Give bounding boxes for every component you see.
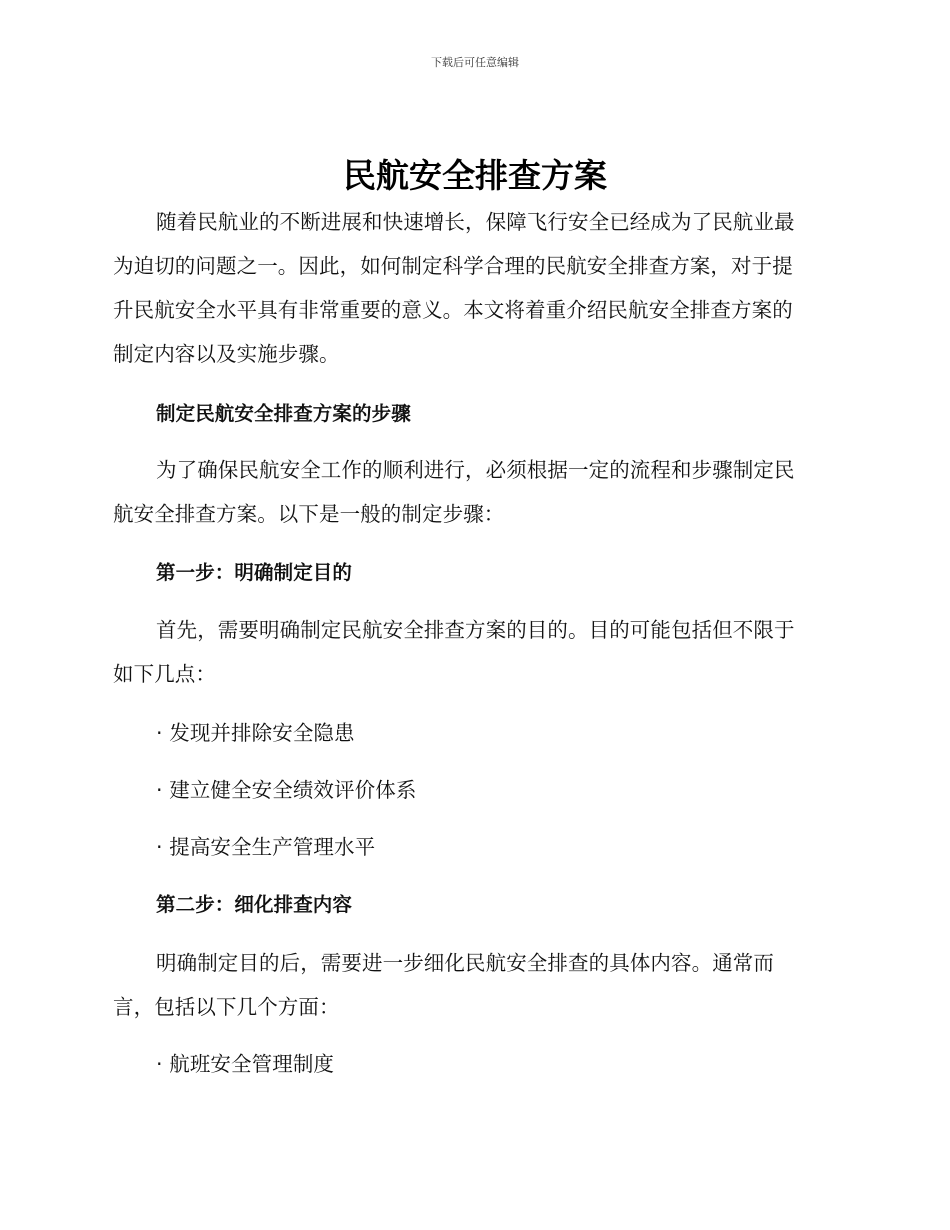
step1-heading: 第一步：明确制定目的 (156, 561, 353, 584)
intro-line: 为迫切的问题之一。因此，如何制定科学合理的民航安全排查方案，对于提 (113, 254, 793, 278)
intro-line: 升民航安全水平具有非常重要的意义。本文将着重介绍民航安全排查方案的 (113, 298, 793, 322)
section-para-line: 航安全排查方案。以下是一般的制定步骤： (113, 502, 505, 526)
section-heading: 制定民航安全排查方案的步骤 (156, 402, 411, 425)
step1-para-line: 首先，需要明确制定民航安全排查方案的目的。目的可能包括但不限于 (156, 618, 795, 642)
bullet-item: · 提高安全生产管理水平 (156, 835, 376, 859)
bullet-item: · 发现并排除安全隐患 (156, 721, 355, 745)
intro-line: 制定内容以及实施步骤。 (113, 342, 340, 366)
step2-para-line: 言，包括以下几个方面： (113, 995, 340, 1019)
bullet-item: · 航班安全管理制度 (156, 1052, 335, 1076)
step1-para-line: 如下几点： (113, 662, 216, 686)
step2-para-line: 明确制定目的后，需要进一步细化民航安全排查的具体内容。通常而 (156, 951, 774, 975)
page-header: 下载后可任意编辑 (431, 56, 519, 69)
step2-heading: 第二步：细化排查内容 (156, 893, 353, 916)
intro-line: 随着民航业的不断进展和快速增长，保障飞行安全已经成为了民航业最 (156, 210, 795, 234)
section-para-line: 为了确保民航安全工作的顺利进行，必须根据一定的流程和步骤制定民 (156, 458, 795, 482)
document-title: 民航安全排查方案 (343, 156, 607, 195)
bullet-item: · 建立健全安全绩效评价体系 (156, 778, 417, 802)
